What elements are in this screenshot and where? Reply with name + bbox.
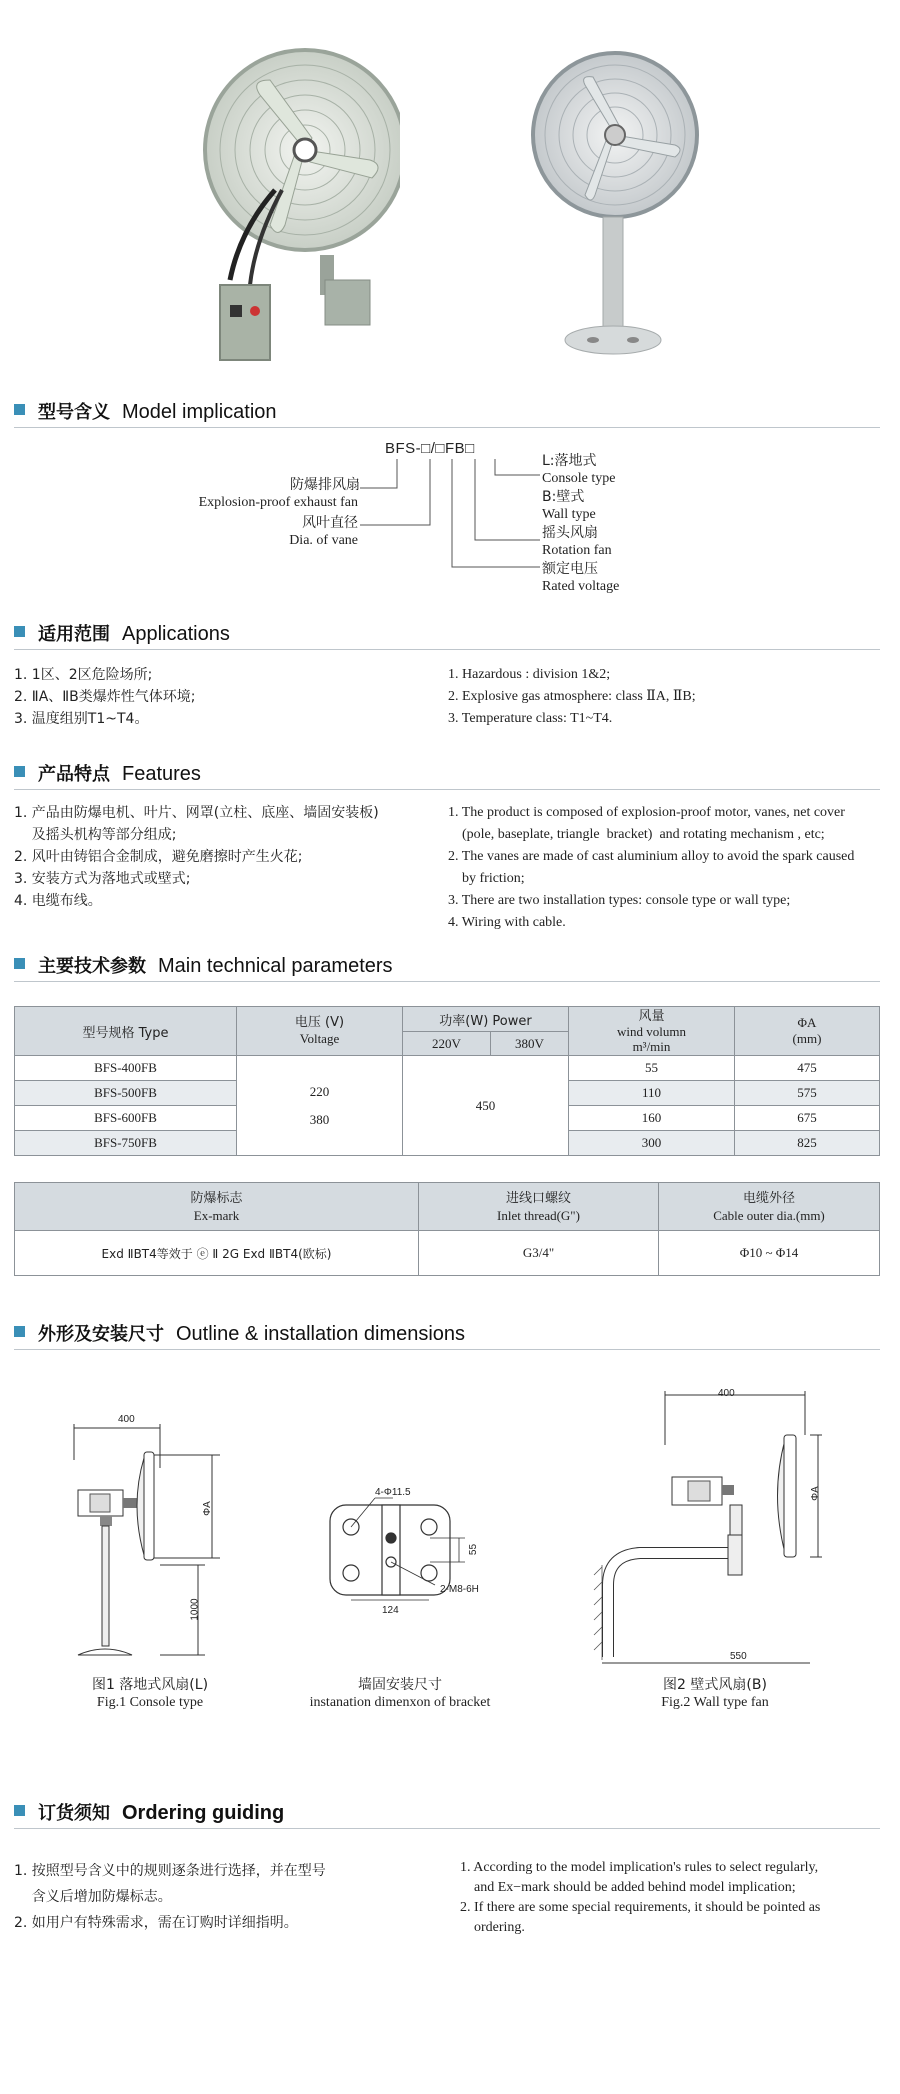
list-item: 2. ⅡA、ⅡB类爆炸性气体环境; (14, 689, 196, 705)
section-marker (14, 1805, 25, 1816)
cell-inlet: G3/4" (419, 1231, 659, 1276)
col-power-380: 380V (491, 1032, 569, 1056)
console-fan-drawing (60, 1410, 260, 1670)
col-cable: 电缆外径 Cable outer dia.(mm) (659, 1183, 880, 1231)
list-item: 2. 如用户有特殊需求，需在订购时详细指明。 (14, 1915, 298, 1931)
col-voltage: 电压 (V) Voltage (237, 1007, 403, 1056)
col-phi: ΦA (mm) (735, 1007, 880, 1056)
table-row (15, 1231, 880, 1276)
heading-cn: 主要技术参数 (38, 956, 146, 977)
wall-fan-drawing (590, 1385, 840, 1675)
fig2-phi: ΦA (809, 1486, 821, 1501)
fig2-caption: 图2 壁式风扇(B) Fig.2 Wall type fan (661, 1677, 769, 1710)
fig1-phi: ΦA (201, 1501, 213, 1516)
list-item: 1. Hazardous : division 1&2; (448, 667, 611, 682)
cell-type: BFS-400FB (15, 1056, 237, 1081)
section-marker (14, 1326, 25, 1337)
cell-wind: 300 (569, 1131, 735, 1156)
list-item: 及摇头机构等部分组成; (14, 827, 177, 843)
table-row (15, 1056, 880, 1081)
section-marker (14, 626, 25, 637)
label-fan-cn: 防爆排风扇 (290, 477, 360, 493)
bracket-caption: 墙固安装尺寸 instanation dimenxon of bracket (309, 1677, 491, 1710)
col-wind: 风量 wind volumn m³/min (569, 1007, 735, 1056)
list-item: 3. Temperature class: T1~T4. (448, 711, 613, 726)
model-code-leader-lines (0, 0, 900, 600)
fig1-caption: 图1 落地式风扇(L) Fig.1 Console type (91, 1677, 209, 1710)
list-item: 3. There are two installation types: console type or wall type; (448, 893, 791, 908)
parameters-table (14, 1006, 880, 1156)
model-code: BFS-□/□FB□ (385, 440, 475, 457)
heading-en: Outline & installation dimensions (176, 1323, 466, 1345)
bracket-drawing (325, 1490, 490, 1630)
bracket-w: 124 (382, 1605, 399, 1616)
list-item: 1. 产品由防爆电机、叶片、网罩(立柱、底座、墙固安装板) (14, 805, 379, 821)
label-dia-cn: 风叶直径 (302, 515, 358, 531)
col-power-220: 220V (403, 1032, 491, 1056)
heading-en: Applications (122, 623, 230, 645)
label-console-en: Console type (542, 471, 616, 486)
list-item: by friction; (448, 871, 525, 886)
list-item: 2. 风叶由铸铝合金制成，避免磨擦时产生火花; (14, 849, 303, 865)
label-voltage-en: Rated voltage (542, 579, 620, 594)
fig1-height: 1000 (189, 1598, 201, 1621)
cell-power: 450 (403, 1056, 569, 1156)
features-list-cn (14, 802, 379, 912)
cell-phi: 675 (735, 1106, 880, 1131)
list-item: 4. 电缆布线。 (14, 893, 102, 909)
list-item: 2. The vanes are made of cast aluminium alloy to avoid the spark caused (448, 849, 855, 864)
cell-phi: 575 (735, 1081, 880, 1106)
list-item: 1. The product is composed of explosion-proof motor, vanes, net cover (448, 805, 845, 820)
cell-wind: 160 (569, 1106, 735, 1131)
features-header (14, 758, 880, 790)
fig1-width: 400 (118, 1414, 135, 1425)
list-item: 1. 按照型号含义中的规则逐条进行选择，并在型号 (14, 1863, 326, 1879)
cell-wind: 110 (569, 1081, 735, 1106)
list-item: 3. 温度组别T1~T4。 (14, 711, 149, 727)
list-item: 2. Explosive gas atmosphere: class ⅡA, ⅡB; (448, 689, 696, 704)
heading-cn: 产品特点 (38, 764, 110, 785)
ordering-header (14, 1797, 880, 1829)
list-item: 4. Wiring with cable. (448, 915, 566, 930)
parameters-header (14, 950, 880, 982)
fig2-length: 550 (730, 1651, 747, 1662)
list-item: 含义后增加防爆标志。 (14, 1889, 172, 1905)
bracket-h: 55 (468, 1543, 480, 1556)
list-item: and Ex−mark should be added behind model implication; (460, 1880, 796, 1895)
col-exmark: 防爆标志 Ex-mark (15, 1183, 419, 1231)
list-item: 1. According to the model implication's rules to select regularly, (460, 1860, 819, 1875)
heading-en: Ordering guiding (122, 1802, 285, 1824)
section-marker (14, 958, 25, 969)
exmark-table (14, 1182, 880, 1276)
cell-type: BFS-500FB (15, 1081, 237, 1106)
label-dia-en: Dia. of vane (289, 533, 358, 548)
label-wall-en: Wall type (542, 507, 596, 522)
features-list-en (448, 802, 854, 934)
bracket-holes: 4-Φ11.5 (375, 1487, 411, 1498)
applications-header (14, 618, 880, 650)
outline-header (14, 1318, 880, 1350)
ordering-list-en (460, 1858, 820, 1938)
section-marker (14, 766, 25, 777)
heading-cn: 型号含义 (38, 402, 110, 423)
label-console-cn: L:落地式 (542, 453, 597, 469)
ordering-list-cn (14, 1858, 326, 1936)
list-item: 3. 安装方式为落地式或壁式; (14, 871, 191, 887)
heading-cn: 订货须知 (38, 1803, 110, 1824)
heading-en: Model implication (122, 401, 277, 423)
label-wall-cn: B:壁式 (542, 489, 585, 505)
heading-cn: 适用范围 (38, 624, 110, 645)
cell-type: BFS-750FB (15, 1131, 237, 1156)
list-item: 1. 1区、2区危险场所; (14, 667, 153, 683)
cell-exmark: Exd ⅡBT4等效于 ⓔ Ⅱ 2G Exd ⅡBT4(欧标) (15, 1231, 419, 1276)
heading-cn: 外形及安装尺寸 (38, 1324, 164, 1345)
applications-list-en (448, 664, 696, 730)
cell-phi: 475 (735, 1056, 880, 1081)
label-voltage-cn: 额定电压 (542, 561, 598, 577)
label-rotation-en: Rotation fan (542, 543, 612, 558)
heading-en: Features (122, 763, 201, 785)
bracket-screw: 2-M8-6H (440, 1584, 479, 1595)
cell-type: BFS-600FB (15, 1106, 237, 1131)
applications-list-cn (14, 664, 196, 730)
cell-phi: 825 (735, 1131, 880, 1156)
cell-voltage: 220 380 (237, 1056, 403, 1156)
cell-cable: Φ10 ~ Φ14 (659, 1231, 880, 1276)
list-item: (pole, baseplate, triangle bracket) and rotating mechanism , etc; (448, 827, 825, 842)
fig2-width: 400 (718, 1388, 735, 1399)
cell-wind: 55 (569, 1056, 735, 1081)
label-fan-en: Explosion-proof exhaust fan (198, 495, 358, 510)
list-item: ordering. (460, 1920, 525, 1935)
col-power: 功率(W) Power (403, 1007, 569, 1032)
col-inlet: 进线口螺纹 Inlet thread(G") (419, 1183, 659, 1231)
list-item: 2. If there are some special requirements, it should be pointed as (460, 1900, 821, 1915)
label-rotation-cn: 摇头风扇 (542, 525, 598, 541)
heading-en: Main technical parameters (158, 955, 393, 977)
col-type: 型号规格 Type (15, 1007, 237, 1056)
